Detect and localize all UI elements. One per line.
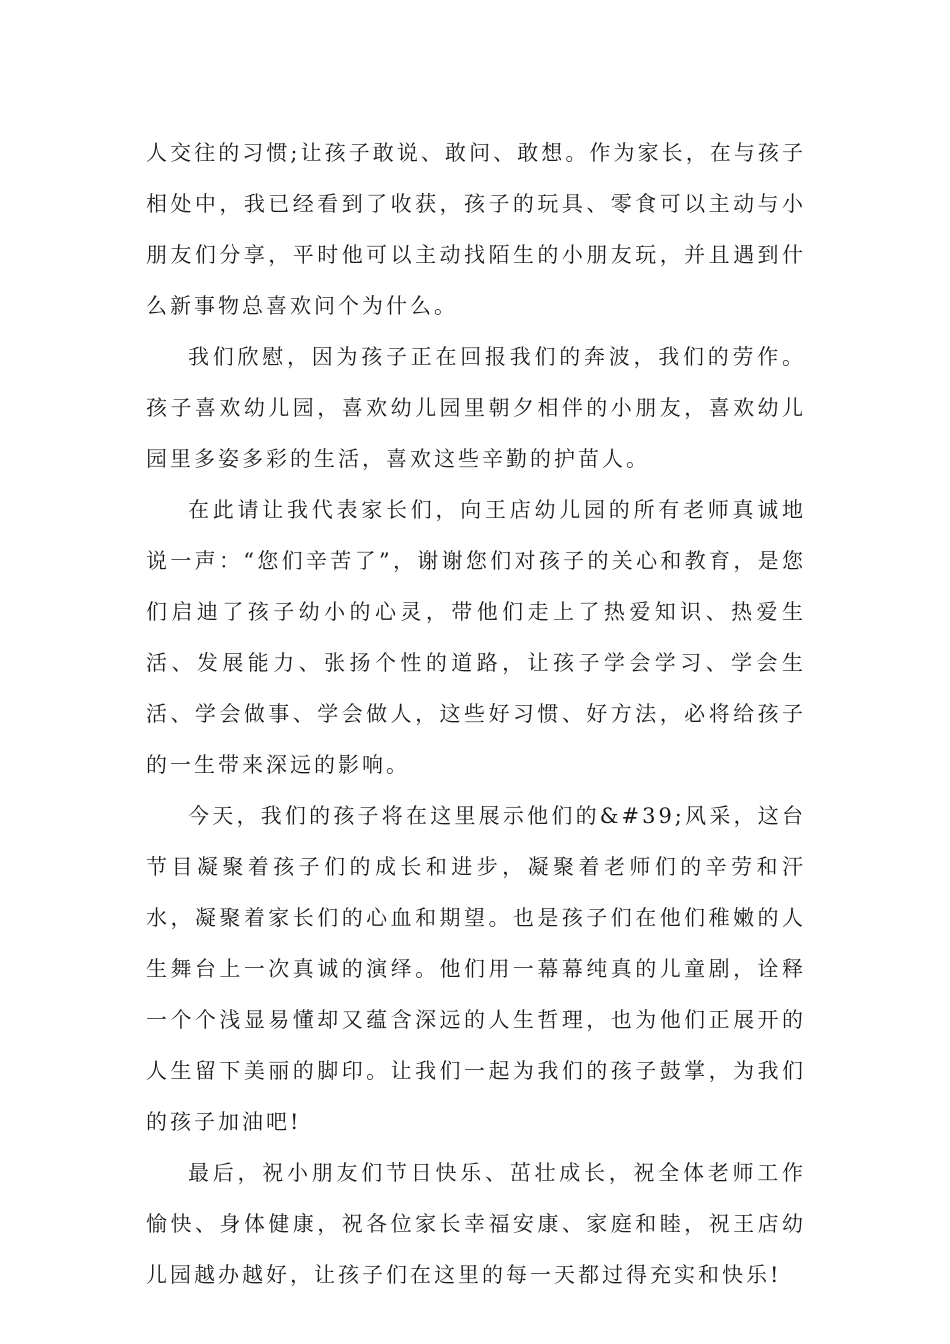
- paragraph-5: 最后，祝小朋友们节日快乐、茁壮成长，祝全体老师工作愉快、身体健康，祝各位家长幸福安康、家庭和睦，祝王店幼儿园越办越好，让孩子们在这里的每一天都过得充实和快乐!: [146, 1161, 806, 1287]
- document-body: [146, 128, 806, 1301]
- paragraph-1: 人交往的习惯;让孩子敢说、敢问、敢想。作为家长，在与孩子相处中，我已经看到了收获，孩子的玩具、零食可以主动与小朋友们分享，平时他可以主动找陌生的小朋友玩，并且遇到什么新事物总喜欢问个为什么。: [146, 141, 806, 318]
- paragraph-4: 今天，我们的孩子将在这里展示他们的&#39;风采，这台节目凝聚着孩子们的成长和进步，凝聚着老师们的辛劳和汗水，凝聚着家长们的心血和期望。也是孩子们在他们稚嫩的人生舞台上一次真诚的演绎。他们用一幕幕纯真的儿童剧，诠释一个个浅显易懂却又蕴含深远的人生哲理，也为他们正展开的人生留下美丽的脚印。让我们一起为我们的孩子鼓掌，为我们的孩子加油吧!: [146, 804, 806, 1134]
- paragraph-3: 在此请让我代表家长们，向王店幼儿园的所有老师真诚地说一声：“您们辛苦了”，谢谢您们对孩子的关心和教育，是您们启迪了孩子幼小的心灵，带他们走上了热爱知识、热爱生活、发展能力、张扬个性的道路，让孩子学会学习、学会生活、学会做事、学会做人，这些好习惯、好方法，必将给孩子的一生带来深远的影响。: [146, 498, 806, 777]
- paragraph-2: 我们欣慰，因为孩子正在回报我们的奔波，我们的劳作。孩子喜欢幼儿园，喜欢幼儿园里朝夕相伴的小朋友，喜欢幼儿园里多姿多彩的生活，喜欢这些辛勤的护苗人。: [146, 345, 806, 471]
